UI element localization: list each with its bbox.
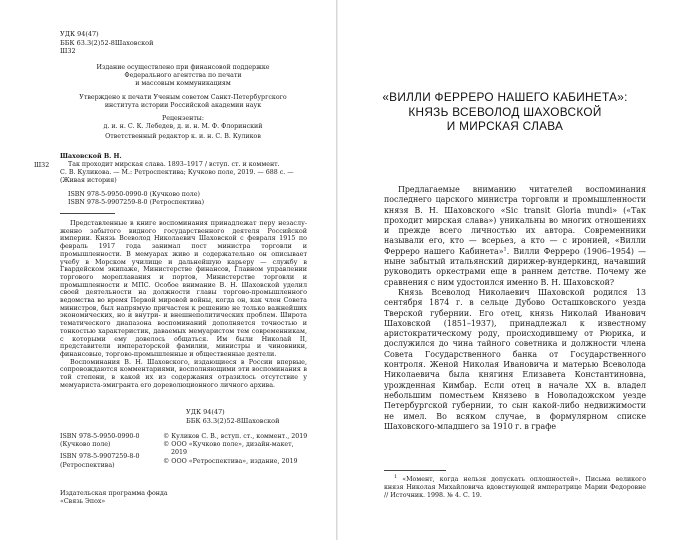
- catalog-description: [60, 161, 318, 186]
- catalog-line: Так проходит мирская слава. 1893–1917 / вступ. ст. и коммент.: [68, 161, 280, 168]
- copyright-line: 2019: [171, 449, 188, 457]
- catalog-line: С. В. Куликова. — М.: Ретроспектива; Кучково поле, 2019. — 688 с. —: [60, 169, 294, 177]
- footnote-rule: [384, 470, 446, 471]
- publisher-support-note: [60, 64, 306, 89]
- separator-rule: [60, 213, 115, 214]
- author-sign: Ш32: [60, 47, 76, 55]
- catalog-code: Ш32: [34, 162, 50, 169]
- support-line: Федерального агентства по печати: [124, 72, 242, 80]
- approval-line: Утверждено к печати Ученым советом Санкт-Петербургского: [79, 94, 287, 101]
- publisher-program: [60, 490, 168, 506]
- udk-code: УДК 94(47): [60, 30, 99, 38]
- body-paragraph-1: [384, 185, 646, 288]
- footnote-mark: 1: [394, 473, 398, 480]
- isbn-line: (Ретроспектива): [60, 461, 115, 469]
- footnote-reference: 1: [503, 246, 507, 253]
- udk-bottom-block: [186, 408, 279, 425]
- isbn-top-block: [68, 191, 204, 207]
- editor-line: Ответственный редактор к. и. н. С. В. Куликов: [105, 133, 261, 140]
- approval-note: [60, 94, 306, 110]
- title-line: «ВИЛЛИ ФЕРРЕРО НАШЕГО КАБИНЕТА»:: [382, 90, 628, 104]
- annotation-text: [60, 220, 307, 389]
- footnote-text: «Момент, когда нельзя допускать оплошностей». Письма великого князя Николая Михайловича вдовствующей императрице Марии Федоровне // Источник. 1998. № 4. С. 19.: [384, 476, 646, 499]
- isbn-line: ISBN 978-5-9907259-8-0 (Ретроспектива): [68, 199, 205, 207]
- udk-code: УДК 94(47): [186, 408, 225, 416]
- isbn-line: ISBN 978-5-9950-0990-0 (Кучково поле): [68, 191, 200, 198]
- copyright-line: © ООО «Кучково поле», дизайн-макет,: [163, 441, 294, 449]
- isbn-line: ISBN 978-5-9950-0990-0: [60, 433, 140, 440]
- body-paragraph-2: Князь Всеволод Николаевич Шаховской родился 13 сентября 1874 г. в сельце Дубово Осташковского уезда Тверской губернии. Его отец, князь Николай Иванович Шаховской (1851–1937), принадлежал к известному аристократическому роду, происходившему от Рюрика, и дослужился до чина тайного советника и должности члена Совета Государственного банка от Государственного контроля. Женой Николая Ивановича и матерью Всеволода Николаевича была княгиня Елизавета Константиновна, урожденная Кимбар. Если отец в начале XX в. владел небольшим поместьем Князево в Новоладожском уезде Петербургской губернии, то сын какой-либо недвижимости не имел. Во всяком случае, в формулярном списке Шаховского-младшего за 1910 г. в графе: [384, 287, 646, 431]
- catalog-line: (Живая история): [60, 177, 117, 185]
- left-page: [0, 0, 336, 540]
- copyright-line: © ООО «Ретроспектива», издание, 2019: [163, 457, 298, 465]
- paragraph-text: . Вилли Ферреро (1906–1954) — ныне забытый итальянский дирижер-вундеркинд, начавший руководить оркестрами еще в раннем детстве. Почему же сравнения с ним удостоился именно В. Н. Шаховской?: [384, 246, 646, 287]
- main-text: [384, 185, 646, 432]
- support-line: Издание осуществлено при финансовой поддержке: [96, 64, 270, 71]
- isbn-line: (Кучково поле): [60, 441, 111, 449]
- program-line: «Связь Эпох»: [60, 498, 106, 506]
- footnote-paragraph: [384, 473, 646, 499]
- isbn-bottom-block: [60, 433, 140, 470]
- right-page: [338, 0, 675, 540]
- title-line: КНЯЗЬ ВСЕВОЛОД ШАХОВСКОЙ: [408, 104, 602, 119]
- annotation-paragraph: Воспоминания В. Н. Шаховского, издающиеся в России впервые, сопровождаются комментариями, восполняющими эти воспоминания в той степени, в какой их из содержания отразилось отсутствие у мемуариста-эмигранта его дореволюционного личного архива.: [60, 357, 307, 389]
- reviewers-names: д. и. н. С. К. Лебедев, д. и. н. М. Ф. Флоринский: [103, 123, 263, 131]
- catalog-author: Шаховской В. Н.: [60, 153, 122, 160]
- bbk-code: ББК 63.3(2)52-8Шаховской: [60, 38, 154, 47]
- program-line: Издательская программа фонда: [60, 490, 168, 497]
- copyright-line: © Куликов С. В., вступ. ст., коммент., 2019: [163, 433, 308, 440]
- reviewers-label: Рецензенты:: [162, 115, 204, 122]
- footnote: [384, 473, 646, 499]
- reviewers-block: [60, 115, 306, 131]
- paragraph-text: Предлагаемые вниманию читателей воспоминания последнего царского министра торговли и промышленности князя В. Н. Шаховского «Sic transit Gloria mundi» («Так проходит мирская слава») уникальны во многих отношениях и прежде всего личностью их автора. Современники называли его, кто — всерьез, а кто — с иронией, «Вилли Ферреро нашего Кабинета»: [384, 185, 646, 256]
- title-line: И МИРСКАЯ СЛАВА: [446, 119, 564, 133]
- isbn-line: ISBN 978-5-9907259-8-0: [60, 453, 140, 461]
- approval-line: института истории Российской академии наук: [104, 102, 262, 110]
- annotation-paragraph: Представленные в книге воспоминания принадлежат перу незаслу-женно забытого видного государственного деятеля Российской империи. Князь Всеволод Николаевич Шаховской с февраля 1915 по февраль 1917 года занимал пост министра торговли и промышленности. В мемуарах живо и содержательно он описывает учебу в Морском училище и дальнейшую карьеру — службу в Гвардейском экипаже, Министерстве финансов, Главном управлении торгового мореплавания и портов, Министерстве торговли и промышленности и МПС. Особое внимание В. Н. Шаховской уделил своей деятельности на должности главы торгово-промышленного ведомства во время Первой мировой войны, когда он, как член Совета министров, был напрямую причастен к решению не только важнейших экономических, но и внутри- и внешнеполитических проблем. Широта тематического диапазона воспоминаний дополняется точностью и тонкостью характеристик, даваемых мемуаристом тем современникам, с которыми ему довелось общаться. Им были Николай II, представители императорской фамилии, министры и чиновники, финансовые, торгово-промышленные и общественные деятели.: [60, 219, 307, 358]
- copyright-block: [163, 433, 307, 466]
- udk-top-block: [60, 30, 153, 56]
- bbk-code: ББК 63.3(2)52-8Шаховской: [186, 416, 280, 425]
- support-line: и массовым коммуникациям: [135, 80, 231, 88]
- chapter-title: [360, 90, 650, 134]
